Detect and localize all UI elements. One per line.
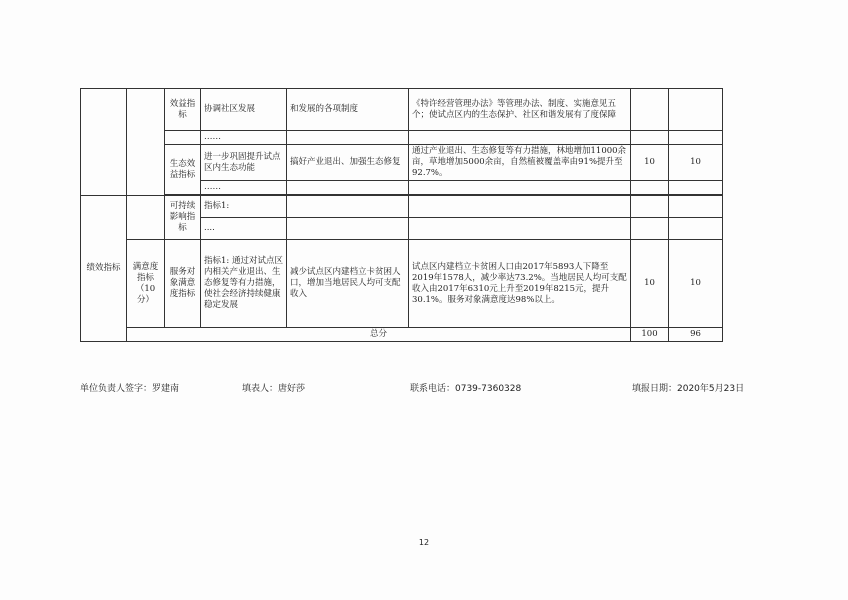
level3-cell: 服务对象满意度指标 (165, 240, 201, 328)
level2-cell (127, 196, 165, 240)
target-cell: 减少试点区内建档立卡贫困人口，增加当地居民人均可支配收入 (287, 240, 409, 328)
full-score-cell (631, 181, 669, 195)
indicator-cell: …… (201, 181, 287, 195)
actual-cell (409, 181, 631, 195)
score-cell (669, 89, 723, 131)
target-cell (287, 196, 409, 218)
level1-cell: 绩效指标 (81, 196, 127, 342)
page-number: 12 (418, 538, 430, 547)
indicator-cell: 协调社区发展 (201, 89, 287, 131)
score-cell: 10 (669, 145, 723, 181)
full-score-cell (631, 89, 669, 131)
full-score-cell: 10 (631, 145, 669, 181)
target-cell (287, 181, 409, 195)
total-row (81, 328, 723, 342)
table-row (81, 145, 723, 181)
level3-cell: 可持续影响指标 (165, 196, 201, 240)
score-cell (669, 218, 723, 240)
indicator-cell: .... (201, 218, 287, 240)
total-score: 96 (669, 328, 723, 342)
table-row (81, 196, 723, 218)
performance-table (80, 88, 723, 342)
actual-cell (409, 131, 631, 145)
indicator-cell: …… (201, 131, 287, 145)
indicator-cell: 指标1: 通过对试点区内相关产业退出、生态修复等有力措施，使社会经济持续健康稳定发展 (201, 240, 287, 328)
score-cell (669, 196, 723, 218)
level3-cell (165, 131, 201, 145)
indicator-cell: 指标1: (201, 196, 287, 218)
actual-cell (409, 218, 631, 240)
actual-cell: 试点区内建档立卡贫困人口由2017年5893人下降至2019年1578人，减少率达73.2%。当地居民人均可支配收入由2017年6310元上升至2019年8215元，提升30.1%。服务对象满意度达98%以上。 (409, 240, 631, 328)
full-score-cell (631, 196, 669, 218)
table-row (81, 131, 723, 145)
total-full-score: 100 (631, 328, 669, 342)
target-cell: 搞好产业退出、加强生态修复 (287, 145, 409, 181)
full-score-cell: 10 (631, 240, 669, 328)
actual-cell (409, 196, 631, 218)
actual-cell: 《特许经营管理办法》等管理办法、制度、实施意见五个；使试点区内的生态保护、社区和谐发展有了度保障 (409, 89, 631, 131)
level1-cell-top (81, 89, 127, 196)
table-row (81, 240, 723, 328)
actual-cell: 通过产业退出、生态修复等有力措施，林地增加11000余亩，草地增加5000余亩，自然植被覆盖率由91%提升至92.7%。 (409, 145, 631, 181)
full-score-cell (631, 131, 669, 145)
level3-cell: 生态效益指标 (165, 145, 201, 195)
full-score-cell (631, 218, 669, 240)
score-cell (669, 181, 723, 195)
total-label: 总分 (127, 328, 631, 342)
responsible-person: 单位负责人签字：罗建南 (80, 384, 180, 394)
score-cell (669, 131, 723, 145)
target-cell: 和发展的各项制度 (287, 89, 409, 131)
level2-cell-top (127, 89, 165, 196)
level3-cell: 效益指标 (165, 89, 201, 131)
score-cell: 10 (669, 240, 723, 328)
fill-date: 填报日期：2020年5月23日 (632, 384, 745, 394)
form-filler: 填表人：唐好莎 (242, 384, 306, 394)
table-row (81, 89, 723, 131)
contact-phone: 联系电话：0739-7360328 (410, 384, 522, 394)
target-cell (287, 218, 409, 240)
level2-cell: 满意度指标（10分） (127, 240, 165, 328)
target-cell (287, 131, 409, 145)
indicator-cell: 进一步巩固提升试点区内生态功能 (201, 145, 287, 181)
